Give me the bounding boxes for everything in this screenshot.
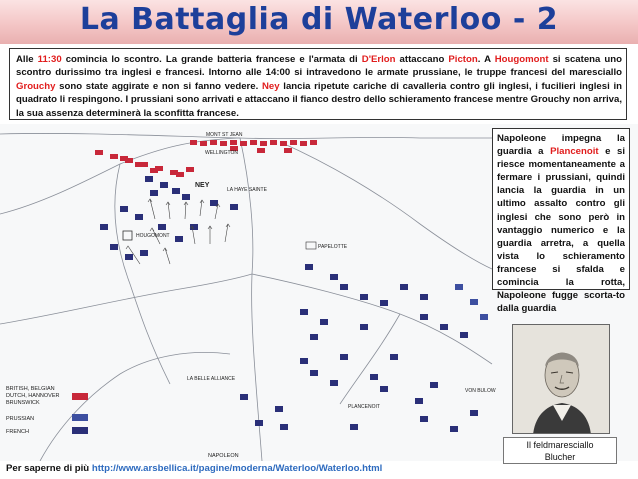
allied-unit xyxy=(300,141,307,146)
french-unit xyxy=(280,424,288,430)
french-unit xyxy=(175,236,183,242)
footer-text: Per saperne di più xyxy=(6,463,92,474)
allied-unit xyxy=(95,150,103,155)
french-unit xyxy=(145,176,153,182)
french-unit xyxy=(230,204,238,210)
caption-line-1: Il feldmaresciallo xyxy=(526,440,594,450)
side-plancenoit: Plancenoit xyxy=(550,146,599,158)
allied-unit xyxy=(176,172,184,177)
intro-grouchy: Grouchy xyxy=(16,80,56,92)
french-unit xyxy=(300,358,308,364)
french-unit xyxy=(100,224,108,230)
legend-prussian: PRUSSIAN xyxy=(6,416,35,422)
french-unit xyxy=(440,324,448,330)
allied-unit xyxy=(250,140,257,145)
french-unit xyxy=(300,309,308,315)
allied-unit xyxy=(135,162,143,167)
french-unit xyxy=(400,284,408,290)
side-s2: e si riesce momentaneamente a fermare i prussiani, quindi lancia la guardia in un ultimo assalto contro gli inglesi che sono però in vantaggio numerico e la guardia arretra, a quella vista lo schieramento francese si sfalda e comincia la rotta, Napoleone fugge scorta-to dalla guardia xyxy=(497,146,625,315)
french-unit xyxy=(140,250,148,256)
intro-t4: . A xyxy=(477,54,495,65)
french-unit xyxy=(135,214,143,220)
french-unit xyxy=(360,294,368,300)
allied-unit xyxy=(110,154,118,159)
french-unit xyxy=(210,200,218,206)
prussian-unit xyxy=(480,314,488,320)
french-unit xyxy=(460,332,468,338)
intro-time: 11:30 xyxy=(37,54,62,65)
legend-allied-swatch xyxy=(72,393,88,400)
intro-hougomont: Hougomont xyxy=(494,54,549,65)
label-napoleon: NAPOLEON xyxy=(208,453,239,459)
label-papelotte: PAPELOTTE xyxy=(318,244,348,250)
french-unit xyxy=(160,182,168,188)
label-la-haye-sainte: LA HAYE SAINTE xyxy=(227,187,267,193)
intro-t6: sono state aggirate e non si fanno vedere. xyxy=(55,80,262,92)
label-plancenoit: PLANCENOIT xyxy=(348,404,380,410)
side-text-box xyxy=(492,128,630,315)
allied-unit xyxy=(210,140,217,145)
french-unit xyxy=(275,406,283,412)
allied-unit xyxy=(280,141,287,146)
label-ney: NEY xyxy=(195,182,210,189)
page-title: La Battaglia di Waterloo - 2 xyxy=(79,2,559,37)
intro-t3: attaccano xyxy=(395,54,449,65)
allied-unit xyxy=(260,141,267,146)
label-wellington: WELLINGTON xyxy=(205,150,238,156)
legend-allied-1: BRITISH, BELGIAN xyxy=(6,386,55,392)
french-unit xyxy=(120,206,128,212)
footer xyxy=(6,463,382,474)
allied-unit xyxy=(186,167,194,172)
prussian-unit xyxy=(455,284,463,290)
label-von-bulow: VON BULOW xyxy=(465,388,496,394)
french-unit xyxy=(420,416,428,422)
french-unit xyxy=(310,370,318,376)
legend-french: FRENCH xyxy=(6,429,29,435)
french-unit xyxy=(430,382,438,388)
french-unit xyxy=(125,254,133,260)
side-s1: Napoleone impegna la guardia a xyxy=(497,133,625,158)
intro-t1: Alle xyxy=(16,54,38,65)
allied-unit xyxy=(270,140,277,145)
allied-unit xyxy=(120,156,128,161)
intro-text-box xyxy=(9,48,627,120)
intro-ney: Ney xyxy=(261,80,280,92)
blucher-portrait xyxy=(512,324,610,434)
french-unit xyxy=(310,334,318,340)
intro-t7: lancia ripetute cariche di cavalleria contro gli inglesi, i fucilieri inglesi in quadrato li respingono. I prussiani sono arrivati e attaccano il fianco destro dello schieramento francese mentre Grouchy non arriva, la sua assenza determinerà la sconfitta francese. xyxy=(16,80,622,119)
caption-line-2: Blucher xyxy=(544,452,576,462)
french-unit xyxy=(330,380,338,386)
allied-unit xyxy=(220,141,227,146)
french-unit xyxy=(370,374,378,380)
french-unit xyxy=(240,394,248,400)
french-unit xyxy=(390,354,398,360)
intro-picton: Picton xyxy=(448,54,478,65)
french-unit xyxy=(415,398,423,404)
french-unit xyxy=(255,420,263,426)
allied-unit xyxy=(310,140,317,145)
allied-unit xyxy=(190,140,197,145)
french-unit xyxy=(380,386,388,392)
french-unit xyxy=(172,188,180,194)
legend-allied-3: BRUNSWICK xyxy=(6,400,40,406)
french-unit xyxy=(420,294,428,300)
french-unit xyxy=(360,324,368,330)
french-unit xyxy=(110,244,118,250)
label-mont-st-jean: MONT ST JEAN xyxy=(206,132,243,138)
allied-unit xyxy=(290,140,297,145)
allied-unit xyxy=(230,140,237,145)
french-unit xyxy=(450,426,458,432)
intro-t5: si scatena uno scontro durissimo tra inglesi e francesi. Intorno alle 14:00 si intravedono le armate prussiane, le truppe francesi del maresciallo xyxy=(16,54,622,79)
legend-prussian-swatch xyxy=(72,414,88,421)
french-unit xyxy=(320,319,328,325)
portrait-caption xyxy=(503,437,617,464)
allied-unit xyxy=(150,168,158,173)
label-hougomont: HOUGOMONT xyxy=(136,233,170,239)
legend-french-swatch xyxy=(72,427,88,434)
french-unit xyxy=(420,314,428,320)
allied-unit xyxy=(200,141,207,146)
french-unit xyxy=(380,300,388,306)
prussian-unit xyxy=(470,299,478,305)
french-unit xyxy=(150,190,158,196)
allied-unit xyxy=(257,148,265,153)
label-la-belle-alliance: LA BELLE ALLIANCE xyxy=(187,376,236,382)
allied-unit xyxy=(240,141,247,146)
french-unit xyxy=(340,284,348,290)
french-unit xyxy=(182,194,190,200)
french-unit xyxy=(158,224,166,230)
footer-link[interactable]: http://www.arsbellica.it/pagine/moderna/Waterloo/Waterloo.html xyxy=(91,463,383,474)
intro-t2: comincia lo scontro. La grande batteria francese e l'armata di xyxy=(61,54,362,65)
french-unit xyxy=(305,264,313,270)
french-unit xyxy=(470,410,478,416)
french-unit xyxy=(340,354,348,360)
french-unit xyxy=(330,274,338,280)
allied-unit xyxy=(284,148,292,153)
legend-allied-2: DUTCH, HANNOVER xyxy=(6,393,60,399)
french-unit xyxy=(350,424,358,430)
intro-derlon: D'Erlon xyxy=(361,54,396,65)
